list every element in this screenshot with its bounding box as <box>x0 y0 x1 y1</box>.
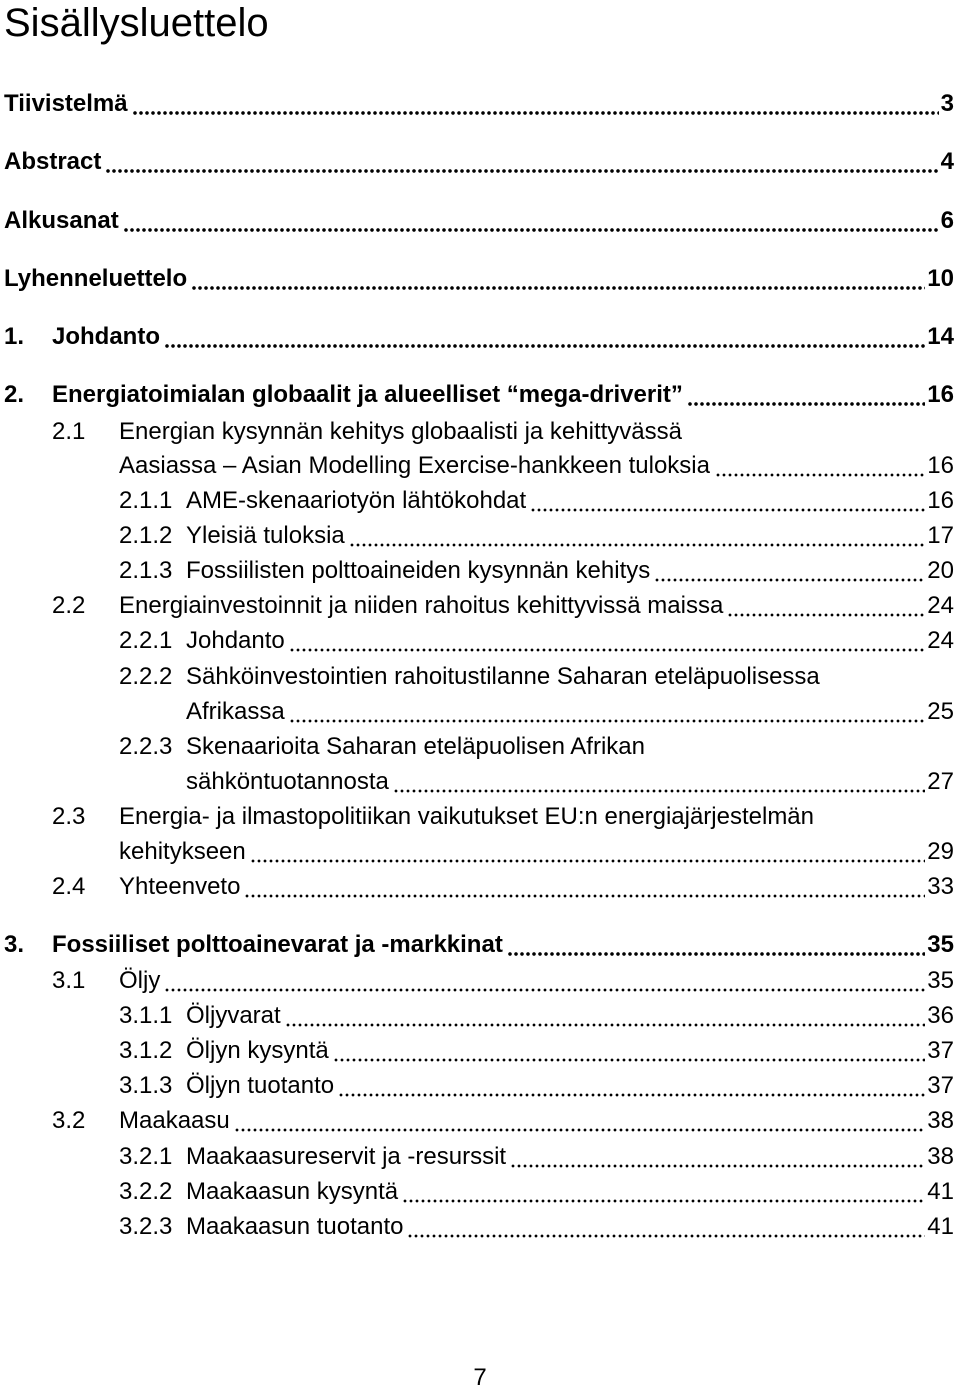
toc-leader-dots <box>507 930 925 960</box>
toc-entry-title: Aasiassa ‒ Asian Modelling Exercise-hankkeen tuloksia <box>119 452 710 479</box>
toc-entry-page: 35 <box>927 967 954 994</box>
toc-entry[interactable] <box>0 802 960 832</box>
toc-entry-page: 17 <box>927 522 954 549</box>
toc-leader-dots <box>654 556 925 586</box>
toc-entry[interactable] <box>0 521 960 551</box>
toc-leader-dots <box>393 767 925 797</box>
toc-entry-number: 2.3 <box>52 803 86 830</box>
toc-entry-title: Öljyvarat <box>186 1002 281 1029</box>
toc-entry-title: Energiatoimialan globaalit ja alueelliset “mega-driverit” <box>52 381 683 408</box>
toc-entry-page: 41 <box>927 1178 954 1205</box>
toc-entry[interactable] <box>0 1177 960 1207</box>
toc-entry[interactable] <box>0 486 960 516</box>
toc-entry[interactable] <box>0 556 960 586</box>
toc-entry[interactable] <box>0 1036 960 1066</box>
toc-leader-dots <box>338 1071 925 1101</box>
toc-leader-dots <box>530 486 925 516</box>
toc-entry-number: 2.1.1 <box>119 487 173 514</box>
toc-entry-page: 16 <box>927 452 954 479</box>
toc-entry-page: 3 <box>940 90 954 117</box>
toc-entry-number: 3.2.2 <box>119 1178 173 1205</box>
toc-leader-dots <box>250 837 926 867</box>
toc-entry[interactable] <box>0 626 960 656</box>
toc-leader-dots <box>105 147 938 177</box>
toc-leader-dots <box>285 1001 926 1031</box>
toc-entry[interactable] <box>0 380 960 410</box>
toc-leader-dots <box>164 966 925 996</box>
toc-entry-page: 4 <box>940 148 954 175</box>
toc-entry[interactable] <box>0 930 960 960</box>
toc-entry-title: Energiainvestoinnit ja niiden rahoitus kehittyvissä maissa <box>119 592 724 619</box>
toc-entry-title: Tiivistelmä <box>4 90 128 117</box>
toc-entry-title: Maakaasureservit ja -resurssit <box>186 1143 507 1170</box>
toc-entry[interactable] <box>0 837 960 867</box>
toc-entry-page: 38 <box>927 1143 954 1170</box>
toc-entry-page: 36 <box>927 1002 954 1029</box>
toc-entry-title: Lyhenneluettelo <box>4 265 188 292</box>
toc-leader-dots <box>715 451 925 481</box>
toc-leader-dots <box>132 89 939 119</box>
toc-leader-dots <box>687 380 925 410</box>
toc-entry[interactable] <box>0 451 960 481</box>
toc-entry[interactable] <box>0 966 960 996</box>
toc-entry[interactable] <box>0 1001 960 1031</box>
toc-entry[interactable] <box>0 147 960 177</box>
toc-entry-title: Öljyn kysyntä <box>186 1037 329 1064</box>
toc-entry[interactable] <box>0 1106 960 1136</box>
toc-entry[interactable] <box>0 767 960 797</box>
toc-entry-page: 24 <box>927 592 954 619</box>
toc-leader-dots <box>402 1177 925 1207</box>
toc-entry-title: Maakaasun tuotanto <box>186 1213 404 1240</box>
toc-entry-title: Yhteenveto <box>119 873 241 900</box>
toc-leader-dots <box>349 521 926 551</box>
toc-entry-title: AME-skenaariotyön lähtökohdat <box>186 487 527 514</box>
toc-entry-page: 6 <box>940 207 954 234</box>
toc-entry-page: 14 <box>927 323 954 350</box>
toc-entry-number: 2.1 <box>52 418 86 445</box>
toc-leader-dots <box>333 1036 926 1066</box>
toc-entry-title: Öljyn tuotanto <box>186 1072 335 1099</box>
toc-entry[interactable] <box>0 697 960 727</box>
toc-entry[interactable] <box>0 1142 960 1172</box>
toc-entry-title: kehitykseen <box>119 838 246 865</box>
toc-entry-title: Fossiiliset polttoainevarat ja -markkinat <box>52 931 503 958</box>
toc-entry-title: Alkusanat <box>4 207 119 234</box>
toc-entry-page: 24 <box>927 627 954 654</box>
toc-entry[interactable] <box>0 732 960 762</box>
toc-entry-page: 38 <box>927 1107 954 1134</box>
toc-entry-title: Skenaarioita Saharan eteläpuolisen Afrikan <box>186 733 645 760</box>
toc-entry-page: 37 <box>927 1037 954 1064</box>
toc-entry-page: 41 <box>927 1213 954 1240</box>
toc-entry-number: 1. <box>4 323 25 350</box>
toc-entry-number: 2.1.2 <box>119 522 173 549</box>
toc-entry-title: Energia- ja ilmastopolitiikan vaikutukset EU:n energiajärjestelmän <box>119 803 815 830</box>
toc-entry[interactable] <box>0 591 960 621</box>
toc-leader-dots <box>234 1106 926 1136</box>
toc-entry[interactable] <box>0 417 960 447</box>
toc-entry-number: 3.1.2 <box>119 1037 173 1064</box>
toc-entry-page: 29 <box>927 838 954 865</box>
toc-entry-title: Afrikassa <box>186 698 285 725</box>
toc-entry-page: 35 <box>927 931 954 958</box>
toc-entry[interactable] <box>0 872 960 902</box>
toc-entry-number: 3.2.3 <box>119 1213 173 1240</box>
toc-leader-dots <box>244 872 925 902</box>
toc-entry-number: 2.2.3 <box>119 733 173 760</box>
page-title: Sisällysluettelo <box>4 1 269 45</box>
toc-entry-number: 2.4 <box>52 873 86 900</box>
toc-entry[interactable] <box>0 662 960 692</box>
toc-entry-title: Energian kysynnän kehitys globaalisti ja kehittyvässä <box>119 418 682 445</box>
toc-entry-title: Yleisiä tuloksia <box>186 522 345 549</box>
toc-entry-page: 20 <box>927 557 954 584</box>
toc-entry-title: Fossiilisten polttoaineiden kysynnän kehitys <box>186 557 651 584</box>
toc-leader-dots <box>727 591 925 621</box>
toc-entry-number: 3.1.3 <box>119 1072 173 1099</box>
toc-entry-number: 2. <box>4 381 25 408</box>
toc-entry-number: 3.2 <box>52 1107 86 1134</box>
toc-entry-page: 16 <box>927 381 954 408</box>
toc-entry-number: 2.2.2 <box>119 663 173 690</box>
toc-entry[interactable] <box>0 206 960 236</box>
toc-entry-page: 16 <box>927 487 954 514</box>
toc-leader-dots <box>289 626 926 656</box>
toc-entry-title: Öljy <box>119 967 161 994</box>
toc-entry-number: 2.1.3 <box>119 557 173 584</box>
toc-entry-page: 10 <box>927 265 954 292</box>
toc-leader-dots <box>289 697 926 727</box>
toc-entry-page: 25 <box>927 698 954 725</box>
toc-entry-number: 3.1 <box>52 967 86 994</box>
toc-entry-number: 3.2.1 <box>119 1143 173 1170</box>
toc-entry[interactable] <box>0 322 960 352</box>
toc-entry[interactable] <box>0 89 960 119</box>
toc-entry-page: 27 <box>927 768 954 795</box>
toc-entry-page: 37 <box>927 1072 954 1099</box>
toc-entry-title: sähköntuotannosta <box>186 768 389 795</box>
toc-leader-dots <box>123 206 939 236</box>
toc-entry-title: Maakaasun kysyntä <box>186 1178 399 1205</box>
toc-entry-number: 3. <box>4 931 25 958</box>
toc-entry-number: 2.2 <box>52 592 86 619</box>
page-number: 7 <box>473 1364 487 1391</box>
toc-leader-dots <box>164 322 925 352</box>
toc-entry[interactable] <box>0 1212 960 1242</box>
toc-entry-page: 33 <box>927 873 954 900</box>
toc-leader-dots <box>191 264 925 294</box>
toc-entry[interactable] <box>0 1071 960 1101</box>
toc-entry-title: Johdanto <box>52 323 160 350</box>
toc-leader-dots <box>510 1142 925 1172</box>
toc-entry-title: Maakaasu <box>119 1107 230 1134</box>
toc-entry-number: 2.2.1 <box>119 627 173 654</box>
toc-leader-dots <box>407 1212 925 1242</box>
toc-entry-title: Johdanto <box>186 627 285 654</box>
toc-entry-title: Sähköinvestointien rahoitustilanne Saharan eteläpuolisessa <box>186 663 820 690</box>
toc-entry[interactable] <box>0 264 960 294</box>
toc-entry-number: 3.1.1 <box>119 1002 173 1029</box>
toc-entry-title: Abstract <box>4 148 102 175</box>
